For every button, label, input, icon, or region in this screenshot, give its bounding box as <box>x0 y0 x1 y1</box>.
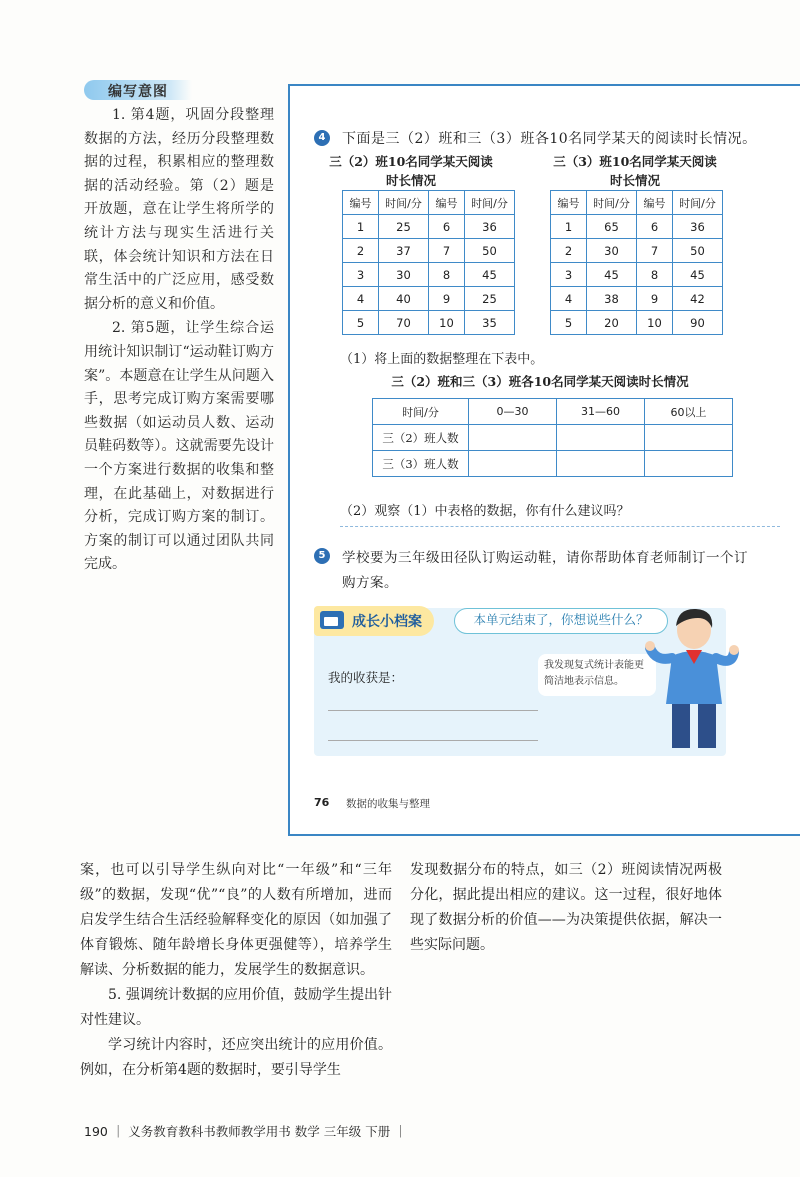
sub-question-2: （2）观察（1）中表格的数据，你有什么建议吗？ <box>340 504 630 519</box>
page-section-title: 数据的收集与整理 <box>346 798 430 810</box>
boy-illustration <box>642 604 742 754</box>
folder-icon <box>320 611 344 629</box>
table-row: 三（2）班人数 <box>373 425 733 451</box>
blank-cell <box>469 451 557 477</box>
table-row: 5 70 10 35 <box>343 311 515 335</box>
table-b <box>550 190 723 335</box>
dashed-divider <box>340 526 780 527</box>
question-4-text: 下面是三（2）班和三（3）班各10名同学某天的阅读时长情况。 <box>342 131 757 147</box>
question-number-4: 4 <box>314 130 330 146</box>
table-a <box>342 190 515 335</box>
question-number-5: 5 <box>314 548 330 564</box>
table-row: 1 25 6 36 <box>343 215 515 239</box>
blank-cell <box>557 451 645 477</box>
table-a-caption: 三（2）班10名同学某天阅读 时长情况 <box>329 154 493 188</box>
textbook-page-panel <box>288 84 800 836</box>
sidebar-header-title: 编写意图 <box>108 84 168 100</box>
table-row: 2 30 7 50 <box>551 239 723 263</box>
summary-table <box>372 398 733 477</box>
summary-header-row: 时间/分 0—30 31—60 60以上 <box>373 399 733 425</box>
table-row: 3 45 8 45 <box>551 263 723 287</box>
growth-archive-title: 成长小档案 <box>352 614 422 630</box>
blank-cell <box>469 425 557 451</box>
commentary-left-column <box>80 858 392 1083</box>
summary-table-caption: 三（2）班和三（3）班各10名同学某天阅读时长情况 <box>391 374 689 389</box>
question-5-text: 学校要为三年级田径队订购运动鞋，请你帮助体育老师制订一个订购方案。 <box>342 550 748 591</box>
sub-question-1: （1）将上面的数据整理在下表中。 <box>340 352 544 367</box>
table-row: 2 37 7 50 <box>343 239 515 263</box>
commentary-para: 学习统计内容时，还应突出统计的应用价值。例如，在分析第4题的数据时，要引导学生 <box>80 1037 392 1078</box>
table-b-header-row: 编号 时间/分 编号 时间/分 <box>551 191 723 215</box>
table-row: 三（3）班人数 <box>373 451 733 477</box>
sidebar-notes <box>84 104 274 578</box>
blank-cell <box>557 425 645 451</box>
commentary-para: 发现数据分布的特点，如三（2）班阅读情况两极分化，据此提出相应的建议。这一过程，很好地体现了数据分析的价值——为决策提供依据，解决一些实际问题。 <box>410 862 722 953</box>
speech-bubble: 我发现复式统计表能更简洁地表示信息。 <box>538 654 656 696</box>
answer-line <box>328 710 538 711</box>
blank-cell <box>645 425 733 451</box>
table-row: 3 30 8 45 <box>343 263 515 287</box>
commentary-para: 案，也可以引导学生纵向对比“一年级”和“三年级”的数据，发现“优”“良”的人数有所增加，进而启发学生结合生活经验解释变化的原因（如加强了体育锻炼、随年龄增长身体更强健等），培养学生解读、分析数据的能力，发展学生的数据意识。 <box>80 862 392 978</box>
answer-line <box>328 740 538 741</box>
growth-archive-box <box>314 608 726 756</box>
sidebar-para-1: 1. 第4题，巩固分段整理数据的方法，经历分段整理数据的过程，积累相应的整理数据的活动经验。第（2）题是开放题，意在让学生将所学的统计方法与现实生活进行关联，体会统计知识和方法在日常生活中的广泛应用，感受数据分析的意义和价值。 <box>84 107 274 312</box>
prompt-bubble: 本单元结束了，你想说些什么？ <box>454 608 668 634</box>
table-b-caption: 三（3）班10名同学某天阅读 时长情况 <box>553 154 717 188</box>
page-number: 76 <box>314 796 330 809</box>
table-row: 5 20 10 90 <box>551 311 723 335</box>
gain-label: 我的收获是： <box>328 670 404 685</box>
blank-cell <box>645 451 733 477</box>
sidebar-para-2: 2. 第5题，让学生综合运用统计知识制订“运动鞋订购方案”。本题意在让学生从问题入手，思考完成订购方案需要哪些数据（如运动员人数、运动员鞋码数等）。这就需要先设计一个方案进行数据的收集和整理，在此基础上，对数据进行分析，完成订购方案的制订。方案的制订可以通过团队共同完成。 <box>84 320 274 573</box>
table-row: 4 38 9 42 <box>551 287 723 311</box>
commentary-para: 5. 强调统计数据的应用价值，鼓励学生提出针对性建议。 <box>80 987 392 1028</box>
growth-archive-tag <box>314 606 434 636</box>
commentary-right-column <box>410 858 722 958</box>
book-footer: 190 ｜ 义务教育教科书教师教学用书 数学 三年级 下册 ｜ <box>84 1124 407 1139</box>
table-row: 1 65 6 36 <box>551 215 723 239</box>
table-a-header-row: 编号 时间/分 编号 时间/分 <box>343 191 515 215</box>
sidebar-header <box>84 80 192 100</box>
table-row: 4 40 9 25 <box>343 287 515 311</box>
